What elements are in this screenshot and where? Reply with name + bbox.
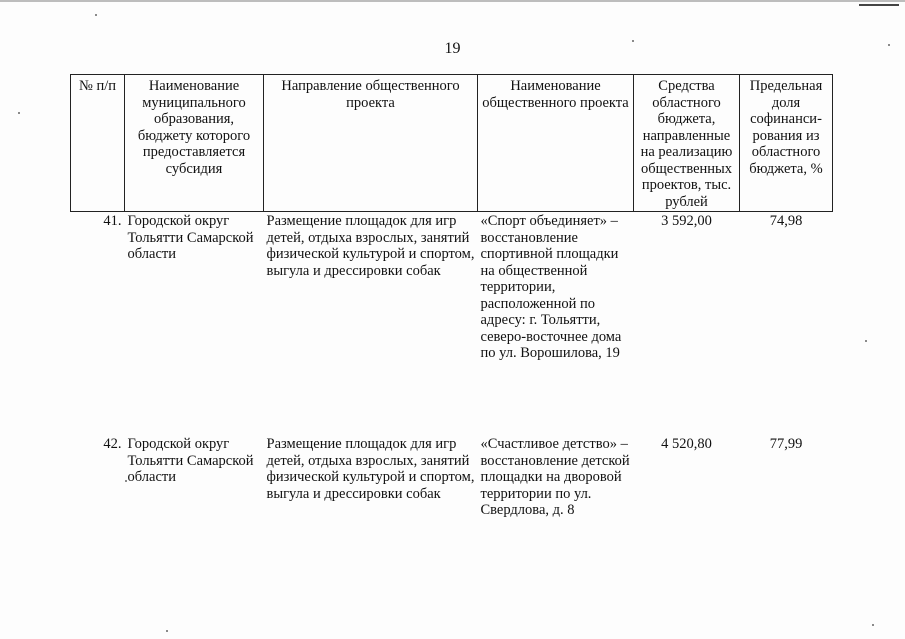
direction-cell: Размещение площадок для игр детей, отдыха взрослых, занятий физической культурой и спортом, выгула и дрессировки собак	[266, 213, 475, 279]
header-share: Предельная доля софинанси-рования из областного бюджета, %	[740, 75, 833, 212]
corner-mark	[859, 4, 899, 6]
header-municipality: Наименование муниципального образования, бюджету которого предоставляется субсидия	[125, 75, 264, 212]
scan-speck	[95, 14, 97, 16]
page-number: 19	[444, 40, 461, 57]
share-cell: 74,98	[769, 213, 803, 229]
header-funds: Средства областного бюджета, направленные на реализацию общественных проектов, тыс. рублей	[634, 75, 740, 212]
direction-cell: Размещение площадок для игр детей, отдыха взрослых, занятий физической культурой и спортом, выгула и дрессировки собак	[266, 436, 475, 502]
subsidy-table	[70, 74, 833, 564]
table-header-row	[71, 75, 833, 212]
funds-cell: 4 520,80	[661, 436, 712, 452]
municipality-cell: Городской округ Тольятти Самарской области	[127, 436, 254, 485]
table-row	[71, 212, 833, 436]
table-row	[71, 435, 833, 564]
row-number: 42.	[103, 436, 122, 452]
project-cell: «Спорт объединяет» – восстановление спортивной площадки на общественной территории, расположенной по адресу: г. Тольятти, северо-восточнее дома по ул. Ворошилова, 19	[480, 213, 622, 361]
top-scan-edge	[0, 0, 905, 2]
municipality-cell: Городской округ Тольятти Самарской области	[127, 213, 254, 262]
scan-speck	[18, 112, 20, 114]
project-cell: «Счастливое детство» – восстановление детской площадки на дворовой территории по ул. Свердлова, д. 8	[480, 436, 630, 518]
share-cell: 77,99	[769, 436, 803, 452]
row-number: 41.	[103, 213, 122, 229]
header-direction: Направление общественного проекта	[264, 75, 478, 212]
scan-speck	[865, 340, 867, 342]
scan-speck	[166, 630, 168, 632]
scan-speck	[872, 624, 874, 626]
scan-speck	[632, 40, 634, 42]
scan-speck	[125, 480, 127, 482]
header-project: Наименование общественного проекта	[478, 75, 634, 212]
funds-cell: 3 592,00	[661, 213, 712, 229]
header-num: № п/п	[71, 75, 125, 212]
scan-speck	[888, 44, 890, 46]
